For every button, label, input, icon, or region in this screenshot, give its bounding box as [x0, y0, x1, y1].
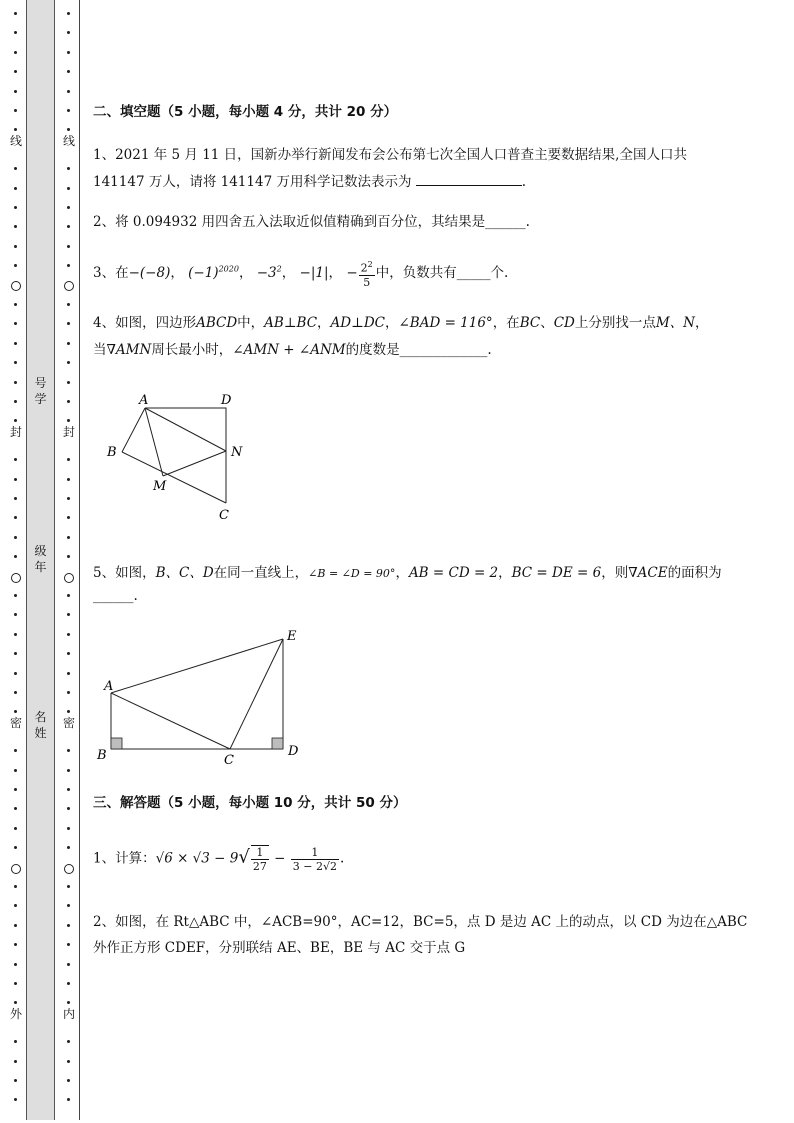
dot	[67, 691, 70, 694]
dot	[67, 400, 70, 403]
s3-q2-line1: 2、如图，在 Rt△ABC 中，∠ACB=90°，AC=12，BC=5，点 D 是边 AC 上的动点，以 CD 为边在△ABC	[93, 914, 748, 930]
answer-blank: ______	[93, 588, 134, 604]
dot	[14, 807, 17, 810]
dot	[67, 904, 70, 907]
label-a: A	[139, 393, 149, 408]
dot	[67, 381, 70, 384]
answer-blank: _____	[456, 264, 491, 281]
dot	[67, 167, 70, 170]
dot	[14, 749, 17, 752]
dot	[67, 1040, 70, 1043]
label-d: D	[221, 393, 232, 408]
dot	[67, 1001, 70, 1004]
field-label-student-no: 号 学	[34, 376, 47, 406]
fraction: $\frac{1}{3 - 2√2}$	[292, 845, 337, 873]
dot	[67, 187, 70, 190]
cut-line-label: 封	[9, 425, 22, 439]
dot	[14, 846, 17, 849]
label-b: B	[97, 748, 107, 763]
dot	[14, 167, 17, 170]
dot	[14, 710, 17, 713]
dot	[14, 672, 17, 675]
dot	[14, 1040, 17, 1043]
right-angle-mark-d	[272, 738, 283, 749]
s2-q1-line1: 1、2021 年 5 月 11 日，国新办举行新闻发布会公布第七次全国人口普查主要数据结果,全国人口共	[93, 147, 687, 163]
dot	[14, 70, 17, 73]
dot	[14, 1098, 17, 1101]
dot	[14, 342, 17, 345]
circle-marker	[64, 281, 74, 291]
dot	[67, 206, 70, 209]
field-label-grade: 级 年	[34, 544, 47, 574]
dot	[14, 633, 17, 636]
dot	[67, 749, 70, 752]
label-m: M	[153, 479, 167, 494]
dot	[67, 12, 70, 15]
s2-q5-line2: ______.	[93, 588, 138, 604]
segment-mn	[163, 451, 226, 476]
dot	[67, 846, 70, 849]
dot	[67, 943, 70, 946]
dot	[14, 12, 17, 15]
dot	[14, 1001, 17, 1004]
s2-q4-line2: 当∇AMN周长最小时，∠AMN + ∠ANM的度数是_____________.	[93, 342, 492, 358]
dot	[67, 710, 70, 713]
s3-q1: 1、计算：√6 × √3 − 9√ $\frac{1}{27}$ − $\frac{1}{3 - 2√2}$ .	[93, 845, 345, 873]
dot	[14, 924, 17, 927]
dot	[14, 51, 17, 54]
expr-neg1-pow: $(-1)^{2020}$	[188, 264, 239, 281]
s2-q4-line1: 4、如图，四边形ABCD中，AB⊥BC，AD⊥DC，∠BAD = 116°，在BC、CD上分别找一点M、N，	[93, 315, 709, 331]
dot	[14, 361, 17, 364]
dot	[67, 90, 70, 93]
quadrilateral-figure	[103, 388, 253, 528]
dot	[67, 361, 70, 364]
cut-line-label: 密	[9, 716, 22, 730]
dot	[67, 982, 70, 985]
dot	[67, 555, 70, 558]
s2-q3: 3、在−(−8)， $(-1)^{2020}$， $-3^2$， −|1|， − $\frac{2^2}{5}$ 中，负数共有_____个.	[93, 260, 509, 289]
dot	[14, 31, 17, 34]
dot	[14, 555, 17, 558]
dot	[14, 225, 17, 228]
dot	[67, 128, 70, 131]
dot	[67, 963, 70, 966]
dot	[14, 904, 17, 907]
dot	[67, 419, 70, 422]
dot	[67, 31, 70, 34]
dot	[14, 769, 17, 772]
dot	[14, 594, 17, 597]
label-b: B	[107, 445, 117, 460]
fraction: $\frac{1}{27}$	[252, 846, 267, 873]
dot	[14, 478, 17, 481]
dot	[67, 264, 70, 267]
dot	[67, 633, 70, 636]
cut-line-label: 内	[62, 1007, 75, 1021]
circle-marker	[11, 573, 21, 583]
segment-ae	[111, 639, 283, 693]
dot	[67, 924, 70, 927]
dot	[14, 264, 17, 267]
answer-blank: _____________	[399, 342, 488, 358]
dot	[67, 1060, 70, 1063]
label-e: E	[287, 629, 297, 644]
dot	[67, 458, 70, 461]
dot	[67, 1098, 70, 1101]
field-label-name: 名 姓	[34, 710, 47, 740]
expr-neg3-sq: $-3^2$	[256, 264, 282, 281]
dot	[67, 827, 70, 830]
dot	[14, 128, 17, 131]
dot	[67, 885, 70, 888]
dot	[67, 536, 70, 539]
dot	[14, 458, 17, 461]
dot	[14, 652, 17, 655]
circle-marker	[11, 281, 21, 291]
dot	[14, 245, 17, 248]
dot	[14, 885, 17, 888]
dot	[67, 652, 70, 655]
expr-neg-neg8: −(−8)	[128, 264, 171, 281]
dot	[14, 516, 17, 519]
dot	[67, 70, 70, 73]
answer-blank	[416, 173, 522, 186]
segment-am	[145, 408, 163, 476]
outer-dotted-cut-line	[9, 0, 23, 1123]
margin-border-line	[79, 0, 80, 1120]
label-a: A	[104, 679, 114, 694]
dot	[67, 109, 70, 112]
circle-marker	[64, 573, 74, 583]
dot	[14, 1079, 17, 1082]
dot	[67, 342, 70, 345]
s3-q2-line2: 外作正方形 CDEF，分别联结 AE、BE，BE 与 AC 交于点 G	[93, 940, 466, 956]
dot	[14, 982, 17, 985]
dot	[67, 322, 70, 325]
dot	[14, 303, 17, 306]
dot	[14, 187, 17, 190]
circle-marker	[64, 864, 74, 874]
dot	[67, 225, 70, 228]
segment-ac	[111, 693, 230, 749]
fraction: $\frac{2^2}{5}$	[360, 260, 373, 289]
section3-heading: 三、解答题（5 小题，每小题 10 分，共计 50 分）	[93, 795, 407, 811]
s2-q2: 2、将 0.094932 用四舍五入法取近似值精确到百分位，其结果是______.	[93, 214, 530, 230]
dot	[14, 536, 17, 539]
label-n: N	[231, 445, 243, 460]
dot	[67, 1079, 70, 1082]
dot	[67, 672, 70, 675]
right-angle-mark-b	[111, 738, 122, 749]
inner-dotted-cut-line	[62, 0, 76, 1123]
dot	[67, 613, 70, 616]
dot	[67, 478, 70, 481]
student-info-bar	[26, 0, 55, 1120]
dot	[14, 827, 17, 830]
dot	[67, 497, 70, 500]
dot	[67, 51, 70, 54]
cut-line-label: 封	[62, 425, 75, 439]
dot	[67, 245, 70, 248]
s2-q1-line2: 141147 万人，请将 141147 万用科学记数法表示为 .	[93, 174, 527, 190]
circle-marker	[11, 864, 21, 874]
dot	[14, 90, 17, 93]
dot	[14, 497, 17, 500]
dot	[14, 419, 17, 422]
dot	[14, 322, 17, 325]
cut-line-label: 外	[9, 1007, 22, 1021]
dot	[14, 400, 17, 403]
dot	[67, 516, 70, 519]
section2-heading: 二、填空题（5 小题，每小题 4 分，共计 20 分）	[93, 104, 398, 120]
cut-line-label: 密	[62, 716, 75, 730]
dot	[14, 109, 17, 112]
label-c: C	[219, 508, 229, 523]
s2-q5-line1: 5、如图，B、C、D在同一直线上，∠B = ∠D = 90°，AB = CD = 2，BC = DE = 6，则∇ACE的面积为	[93, 565, 722, 581]
dot	[67, 769, 70, 772]
triangle-ace-figure	[96, 625, 311, 770]
cut-line-label: 线	[62, 134, 75, 148]
edge-bc	[122, 452, 226, 503]
dot	[14, 206, 17, 209]
dot	[14, 788, 17, 791]
dot	[14, 943, 17, 946]
dot	[14, 613, 17, 616]
cut-line-label: 线	[9, 134, 22, 148]
dot	[14, 1060, 17, 1063]
segment-ce	[230, 639, 283, 749]
expr-neg-abs1: −|1|	[299, 264, 329, 281]
edge-ab	[122, 408, 145, 452]
dot	[67, 303, 70, 306]
dot	[14, 963, 17, 966]
binding-margin	[0, 0, 82, 1123]
dot	[14, 691, 17, 694]
answer-blank: ______	[485, 214, 526, 230]
dot	[67, 594, 70, 597]
segment-an	[145, 408, 226, 451]
dot	[67, 807, 70, 810]
label-d: D	[288, 744, 299, 759]
dot	[67, 788, 70, 791]
dot	[14, 381, 17, 384]
label-c: C	[224, 753, 234, 768]
